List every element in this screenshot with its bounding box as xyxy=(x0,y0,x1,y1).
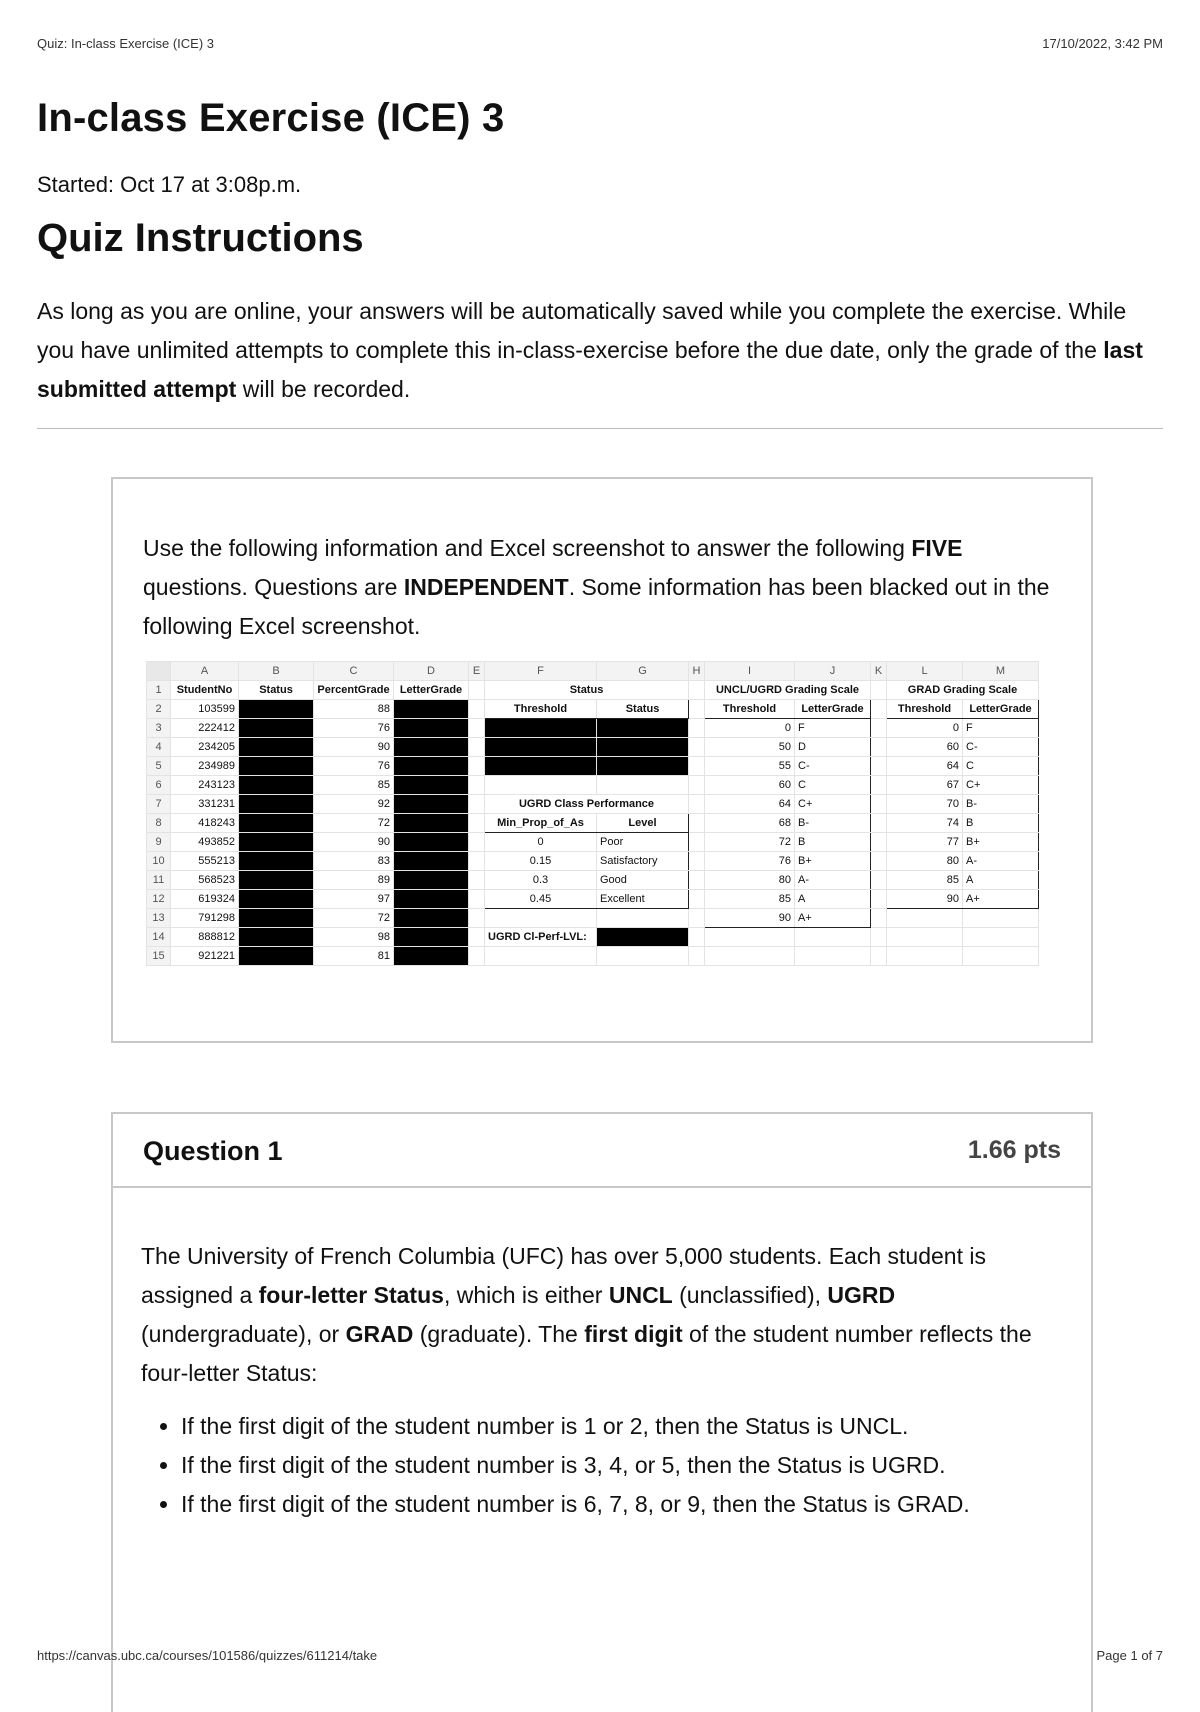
grad-threshold: 90 xyxy=(887,890,963,909)
percent-grade: 83 xyxy=(314,852,394,871)
grad-letter: C xyxy=(963,757,1039,776)
sheet-cell xyxy=(871,871,887,890)
header-percentgrade: PercentGrade xyxy=(314,681,394,700)
sheet-cell xyxy=(871,757,887,776)
status-threshold-header: Threshold xyxy=(485,700,597,719)
grad-letter: A- xyxy=(963,852,1039,871)
row-number: 12 xyxy=(147,890,171,909)
ugrd-perf-min: 0.3 xyxy=(485,871,597,890)
redacted-cell xyxy=(239,757,314,776)
sheet-cell xyxy=(469,776,485,795)
rule-item: • If the first digit of the student number is 3, 4, or 5, then the Status is UGRD. xyxy=(181,1446,1061,1485)
row-number: 6 xyxy=(147,776,171,795)
redacted-cell xyxy=(394,738,469,757)
sheet-cell xyxy=(689,909,705,928)
uncl-letter: C- xyxy=(795,757,871,776)
rule-item: • If the first digit of the student number is 1 or 2, then the Status is UNCL. xyxy=(181,1407,1061,1446)
row-number: 7 xyxy=(147,795,171,814)
grad-letter: A xyxy=(963,871,1039,890)
instructions-text: As long as you are online, your answers will be automatically saved while you complete the exercise. While you have unlimited attempts to complete this in-class-exercise before the due date, only the grade of the last submitted attempt will be recorded. xyxy=(37,298,1143,402)
uncl-threshold: 90 xyxy=(705,909,795,928)
sheet-cell xyxy=(871,852,887,871)
uncl-letter: C xyxy=(795,776,871,795)
redacted-cell xyxy=(597,928,689,947)
sheet-cell xyxy=(871,909,887,928)
grad-threshold: 70 xyxy=(887,795,963,814)
redacted-cell xyxy=(239,776,314,795)
student-number: 331231 xyxy=(171,795,239,814)
student-number: 888812 xyxy=(171,928,239,947)
ugrd-perf-header: Level xyxy=(597,814,689,833)
percent-grade: 90 xyxy=(314,833,394,852)
rule-item: • If the first digit of the student number is 6, 7, 8, or 9, then the Status is GRAD. xyxy=(181,1485,1061,1524)
percent-grade: 76 xyxy=(314,719,394,738)
row-number: 14 xyxy=(147,928,171,947)
redacted-cell xyxy=(394,947,469,966)
student-number: 921221 xyxy=(171,947,239,966)
grad-letter: B xyxy=(963,814,1039,833)
grad-letter: C- xyxy=(963,738,1039,757)
column-letter: M xyxy=(963,662,1039,681)
question-1-header xyxy=(113,1114,1091,1188)
ugrd-perf-min: 0.15 xyxy=(485,852,597,871)
sheet-row xyxy=(147,852,1039,871)
redacted-cell xyxy=(485,738,597,757)
print-header-timestamp: 17/10/2022, 3:42 PM xyxy=(1042,36,1163,51)
row-number: 5 xyxy=(147,757,171,776)
sheet-cell xyxy=(689,757,705,776)
sheet-cell xyxy=(689,871,705,890)
uncl-threshold: 55 xyxy=(705,757,795,776)
redacted-cell xyxy=(394,833,469,852)
ugrd-perf-level: Good xyxy=(597,871,689,890)
redacted-cell xyxy=(239,890,314,909)
column-letter: J xyxy=(795,662,871,681)
uncl-letter: D xyxy=(795,738,871,757)
student-number: 234205 xyxy=(171,738,239,757)
percent-grade: 85 xyxy=(314,776,394,795)
uncl-letter-header: LetterGrade xyxy=(795,700,871,719)
sheet-cell xyxy=(597,776,689,795)
column-letter: C xyxy=(314,662,394,681)
sheet-row xyxy=(147,871,1039,890)
ugrd-perf-min: 0.45 xyxy=(485,890,597,909)
row-number: 9 xyxy=(147,833,171,852)
percent-grade: 97 xyxy=(314,890,394,909)
uncl-letter: A- xyxy=(795,871,871,890)
percent-grade: 76 xyxy=(314,757,394,776)
row-number: 13 xyxy=(147,909,171,928)
status-status-header: Status xyxy=(597,700,689,719)
redacted-cell xyxy=(239,947,314,966)
sheet-cell xyxy=(469,871,485,890)
sheet-cell xyxy=(871,681,887,700)
ugrd-perf-title: UGRD Class Performance xyxy=(485,795,689,814)
sheet-cell xyxy=(871,700,887,719)
sheet-row xyxy=(147,928,1039,947)
sheet-row xyxy=(147,681,1039,700)
uncl-threshold: 50 xyxy=(705,738,795,757)
row-number: 11 xyxy=(147,871,171,890)
student-number: 493852 xyxy=(171,833,239,852)
print-footer-url: https://canvas.ubc.ca/courses/101586/quizzes/611214/take xyxy=(37,1648,378,1663)
column-letter: I xyxy=(705,662,795,681)
instructions-bold: last submitted attempt xyxy=(37,337,1143,402)
sheet-cell xyxy=(871,890,887,909)
sheet-cell xyxy=(887,947,963,966)
row-number: 4 xyxy=(147,738,171,757)
column-letter: B xyxy=(239,662,314,681)
uncl-threshold: 60 xyxy=(705,776,795,795)
uncl-threshold: 0 xyxy=(705,719,795,738)
question-1-title: Question 1 xyxy=(143,1136,283,1166)
sheet-cell xyxy=(689,719,705,738)
sheet-row xyxy=(147,662,1039,681)
redacted-cell xyxy=(239,719,314,738)
redacted-cell xyxy=(597,757,689,776)
column-letter: L xyxy=(887,662,963,681)
grad-threshold: 85 xyxy=(887,871,963,890)
percent-grade: 88 xyxy=(314,700,394,719)
grad-threshold: 80 xyxy=(887,852,963,871)
uncl-threshold: 64 xyxy=(705,795,795,814)
sheet-cell xyxy=(469,700,485,719)
sheet-row xyxy=(147,833,1039,852)
sheet-cell xyxy=(705,928,795,947)
student-number: 418243 xyxy=(171,814,239,833)
ugrd-perf-level: Excellent xyxy=(597,890,689,909)
percent-grade: 92 xyxy=(314,795,394,814)
sheet-cell xyxy=(689,833,705,852)
sheet-cell xyxy=(963,928,1039,947)
percent-grade: 98 xyxy=(314,928,394,947)
ugrd-perf-level: Poor xyxy=(597,833,689,852)
redacted-cell xyxy=(597,738,689,757)
uncl-letter: F xyxy=(795,719,871,738)
info-box xyxy=(111,477,1093,1043)
sheet-cell xyxy=(485,776,597,795)
percent-grade: 72 xyxy=(314,909,394,928)
uncl-letter: A+ xyxy=(795,909,871,928)
header-studentno: StudentNo xyxy=(171,681,239,700)
sheet-corner xyxy=(147,662,171,681)
sheet-row xyxy=(147,738,1039,757)
sheet-cell xyxy=(485,909,597,928)
grad-threshold: 0 xyxy=(887,719,963,738)
column-letter: K xyxy=(871,662,887,681)
student-number: 243123 xyxy=(171,776,239,795)
redacted-cell xyxy=(394,700,469,719)
sheet-cell xyxy=(963,909,1039,928)
divider xyxy=(37,428,1163,429)
info-text: Use the following information and Excel screenshot to answer the following FIVE questions. Questions are INDEPENDENT. Some information has been blacked out in the following Excel screenshot. xyxy=(143,535,1050,639)
question-1-body xyxy=(141,1237,1061,1524)
sheet-cell xyxy=(689,795,705,814)
sheet-cell xyxy=(871,833,887,852)
sheet-cell xyxy=(597,909,689,928)
uncl-letter: B xyxy=(795,833,871,852)
sheet-cell xyxy=(469,795,485,814)
student-number: 222412 xyxy=(171,719,239,738)
sheet-cell xyxy=(871,928,887,947)
student-number: 103599 xyxy=(171,700,239,719)
grad-letter: B+ xyxy=(963,833,1039,852)
row-number: 15 xyxy=(147,947,171,966)
sheet-cell xyxy=(469,833,485,852)
excel-screenshot xyxy=(146,661,1039,966)
question-1-rules xyxy=(141,1407,1061,1524)
row-number: 10 xyxy=(147,852,171,871)
sheet-cell xyxy=(689,928,705,947)
uncl-threshold: 80 xyxy=(705,871,795,890)
sheet-cell xyxy=(485,947,597,966)
redacted-cell xyxy=(394,890,469,909)
redacted-cell xyxy=(394,814,469,833)
grad-letter: B- xyxy=(963,795,1039,814)
ugrd-perf-level: Satisfactory xyxy=(597,852,689,871)
print-footer-page: Page 1 of 7 xyxy=(1096,1648,1163,1663)
redacted-cell xyxy=(239,833,314,852)
grad-threshold: 77 xyxy=(887,833,963,852)
header-lettergrade: LetterGrade xyxy=(394,681,469,700)
sheet-cell xyxy=(795,928,871,947)
question-1-points: 1.66 pts xyxy=(967,1136,1061,1164)
redacted-cell xyxy=(394,757,469,776)
uncl-threshold: 72 xyxy=(705,833,795,852)
column-letter: E xyxy=(469,662,485,681)
sheet-cell xyxy=(689,890,705,909)
grad-threshold-header: Threshold xyxy=(887,700,963,719)
uncl-threshold: 85 xyxy=(705,890,795,909)
redacted-cell xyxy=(597,719,689,738)
sheet-cell xyxy=(795,947,871,966)
uncl-threshold: 76 xyxy=(705,852,795,871)
sheet-cell xyxy=(469,738,485,757)
row-number: 1 xyxy=(147,681,171,700)
sheet-row xyxy=(147,757,1039,776)
sheet-row xyxy=(147,776,1039,795)
status-table-title: Status xyxy=(485,681,689,700)
redacted-cell xyxy=(394,776,469,795)
print-header-title: Quiz: In-class Exercise (ICE) 3 xyxy=(37,36,214,51)
redacted-cell xyxy=(485,719,597,738)
sheet-cell xyxy=(469,719,485,738)
redacted-cell xyxy=(239,852,314,871)
header-status: Status xyxy=(239,681,314,700)
redacted-cell xyxy=(239,871,314,890)
percent-grade: 90 xyxy=(314,738,394,757)
column-letter: H xyxy=(689,662,705,681)
sheet-cell xyxy=(469,814,485,833)
sheet-cell xyxy=(871,947,887,966)
uncl-threshold: 68 xyxy=(705,814,795,833)
redacted-cell xyxy=(239,738,314,757)
sheet-cell xyxy=(469,852,485,871)
redacted-cell xyxy=(394,719,469,738)
student-number: 234989 xyxy=(171,757,239,776)
started-time: Started: Oct 17 at 3:08p.m. xyxy=(37,172,302,197)
instructions-heading: Quiz Instructions xyxy=(37,216,364,260)
percent-grade: 89 xyxy=(314,871,394,890)
row-number: 3 xyxy=(147,719,171,738)
redacted-cell xyxy=(394,852,469,871)
grad-letter-header: LetterGrade xyxy=(963,700,1039,719)
uncl-letter: A xyxy=(795,890,871,909)
column-letter: A xyxy=(171,662,239,681)
redacted-cell xyxy=(394,795,469,814)
grad-threshold: 74 xyxy=(887,814,963,833)
sheet-cell xyxy=(689,738,705,757)
row-number: 2 xyxy=(147,700,171,719)
redacted-cell xyxy=(239,928,314,947)
ugrd-level-label: UGRD Cl-Perf-LVL: xyxy=(485,928,597,947)
redacted-cell xyxy=(239,909,314,928)
sheet-cell xyxy=(689,700,705,719)
percent-grade: 81 xyxy=(314,947,394,966)
sheet-cell xyxy=(689,947,705,966)
sheet-cell xyxy=(469,928,485,947)
redacted-cell xyxy=(239,814,314,833)
sheet-row xyxy=(147,890,1039,909)
student-number: 568523 xyxy=(171,871,239,890)
grad-scale-title: GRAD Grading Scale xyxy=(887,681,1039,700)
uncl-letter: B+ xyxy=(795,852,871,871)
uncl-threshold-header: Threshold xyxy=(705,700,795,719)
redacted-cell xyxy=(394,928,469,947)
grad-threshold: 67 xyxy=(887,776,963,795)
grad-letter: A+ xyxy=(963,890,1039,909)
sheet-cell xyxy=(705,947,795,966)
sheet-cell xyxy=(689,776,705,795)
sheet-cell xyxy=(871,776,887,795)
grad-letter: F xyxy=(963,719,1039,738)
sheet-row xyxy=(147,947,1039,966)
column-letter: G xyxy=(597,662,689,681)
sheet-cell xyxy=(469,947,485,966)
sheet-cell xyxy=(887,928,963,947)
grad-threshold: 64 xyxy=(887,757,963,776)
grad-letter: C+ xyxy=(963,776,1039,795)
redacted-cell xyxy=(485,757,597,776)
percent-grade: 72 xyxy=(314,814,394,833)
column-letter: F xyxy=(485,662,597,681)
sheet-cell xyxy=(689,681,705,700)
sheet-cell xyxy=(469,909,485,928)
sheet-row xyxy=(147,795,1039,814)
student-number: 619324 xyxy=(171,890,239,909)
question-1-intro: The University of French Columbia (UFC) has over 5,000 students. Each student is assigned a four-letter Status, which is either UNCL (unclassified), UGRD (undergraduate), or GRAD (graduate). The first digit of the student number reflects the four-letter Status: xyxy=(141,1243,1032,1386)
redacted-cell xyxy=(394,871,469,890)
student-number: 555213 xyxy=(171,852,239,871)
sheet-cell xyxy=(871,719,887,738)
sheet-cell xyxy=(469,757,485,776)
grad-threshold: 60 xyxy=(887,738,963,757)
sheet-cell xyxy=(963,947,1039,966)
ugrd-perf-header: Min_Prop_of_As xyxy=(485,814,597,833)
column-letter: D xyxy=(394,662,469,681)
sheet-row xyxy=(147,719,1039,738)
sheet-row xyxy=(147,814,1039,833)
uncl-letter: B- xyxy=(795,814,871,833)
ugrd-perf-min: 0 xyxy=(485,833,597,852)
uncl-letter: C+ xyxy=(795,795,871,814)
sheet-cell xyxy=(689,814,705,833)
redacted-cell xyxy=(239,795,314,814)
sheet-cell xyxy=(689,852,705,871)
sheet-cell xyxy=(871,814,887,833)
uncl-scale-title: UNCL/UGRD Grading Scale xyxy=(705,681,871,700)
sheet-row xyxy=(147,909,1039,928)
sheet-cell xyxy=(871,795,887,814)
sheet-row xyxy=(147,700,1039,719)
row-number: 8 xyxy=(147,814,171,833)
sheet-cell xyxy=(469,681,485,700)
sheet-cell xyxy=(871,738,887,757)
page-title: In-class Exercise (ICE) 3 xyxy=(37,96,505,140)
redacted-cell xyxy=(394,909,469,928)
sheet-cell xyxy=(469,890,485,909)
redacted-cell xyxy=(239,700,314,719)
sheet-cell xyxy=(887,909,963,928)
student-number: 791298 xyxy=(171,909,239,928)
sheet-cell xyxy=(597,947,689,966)
